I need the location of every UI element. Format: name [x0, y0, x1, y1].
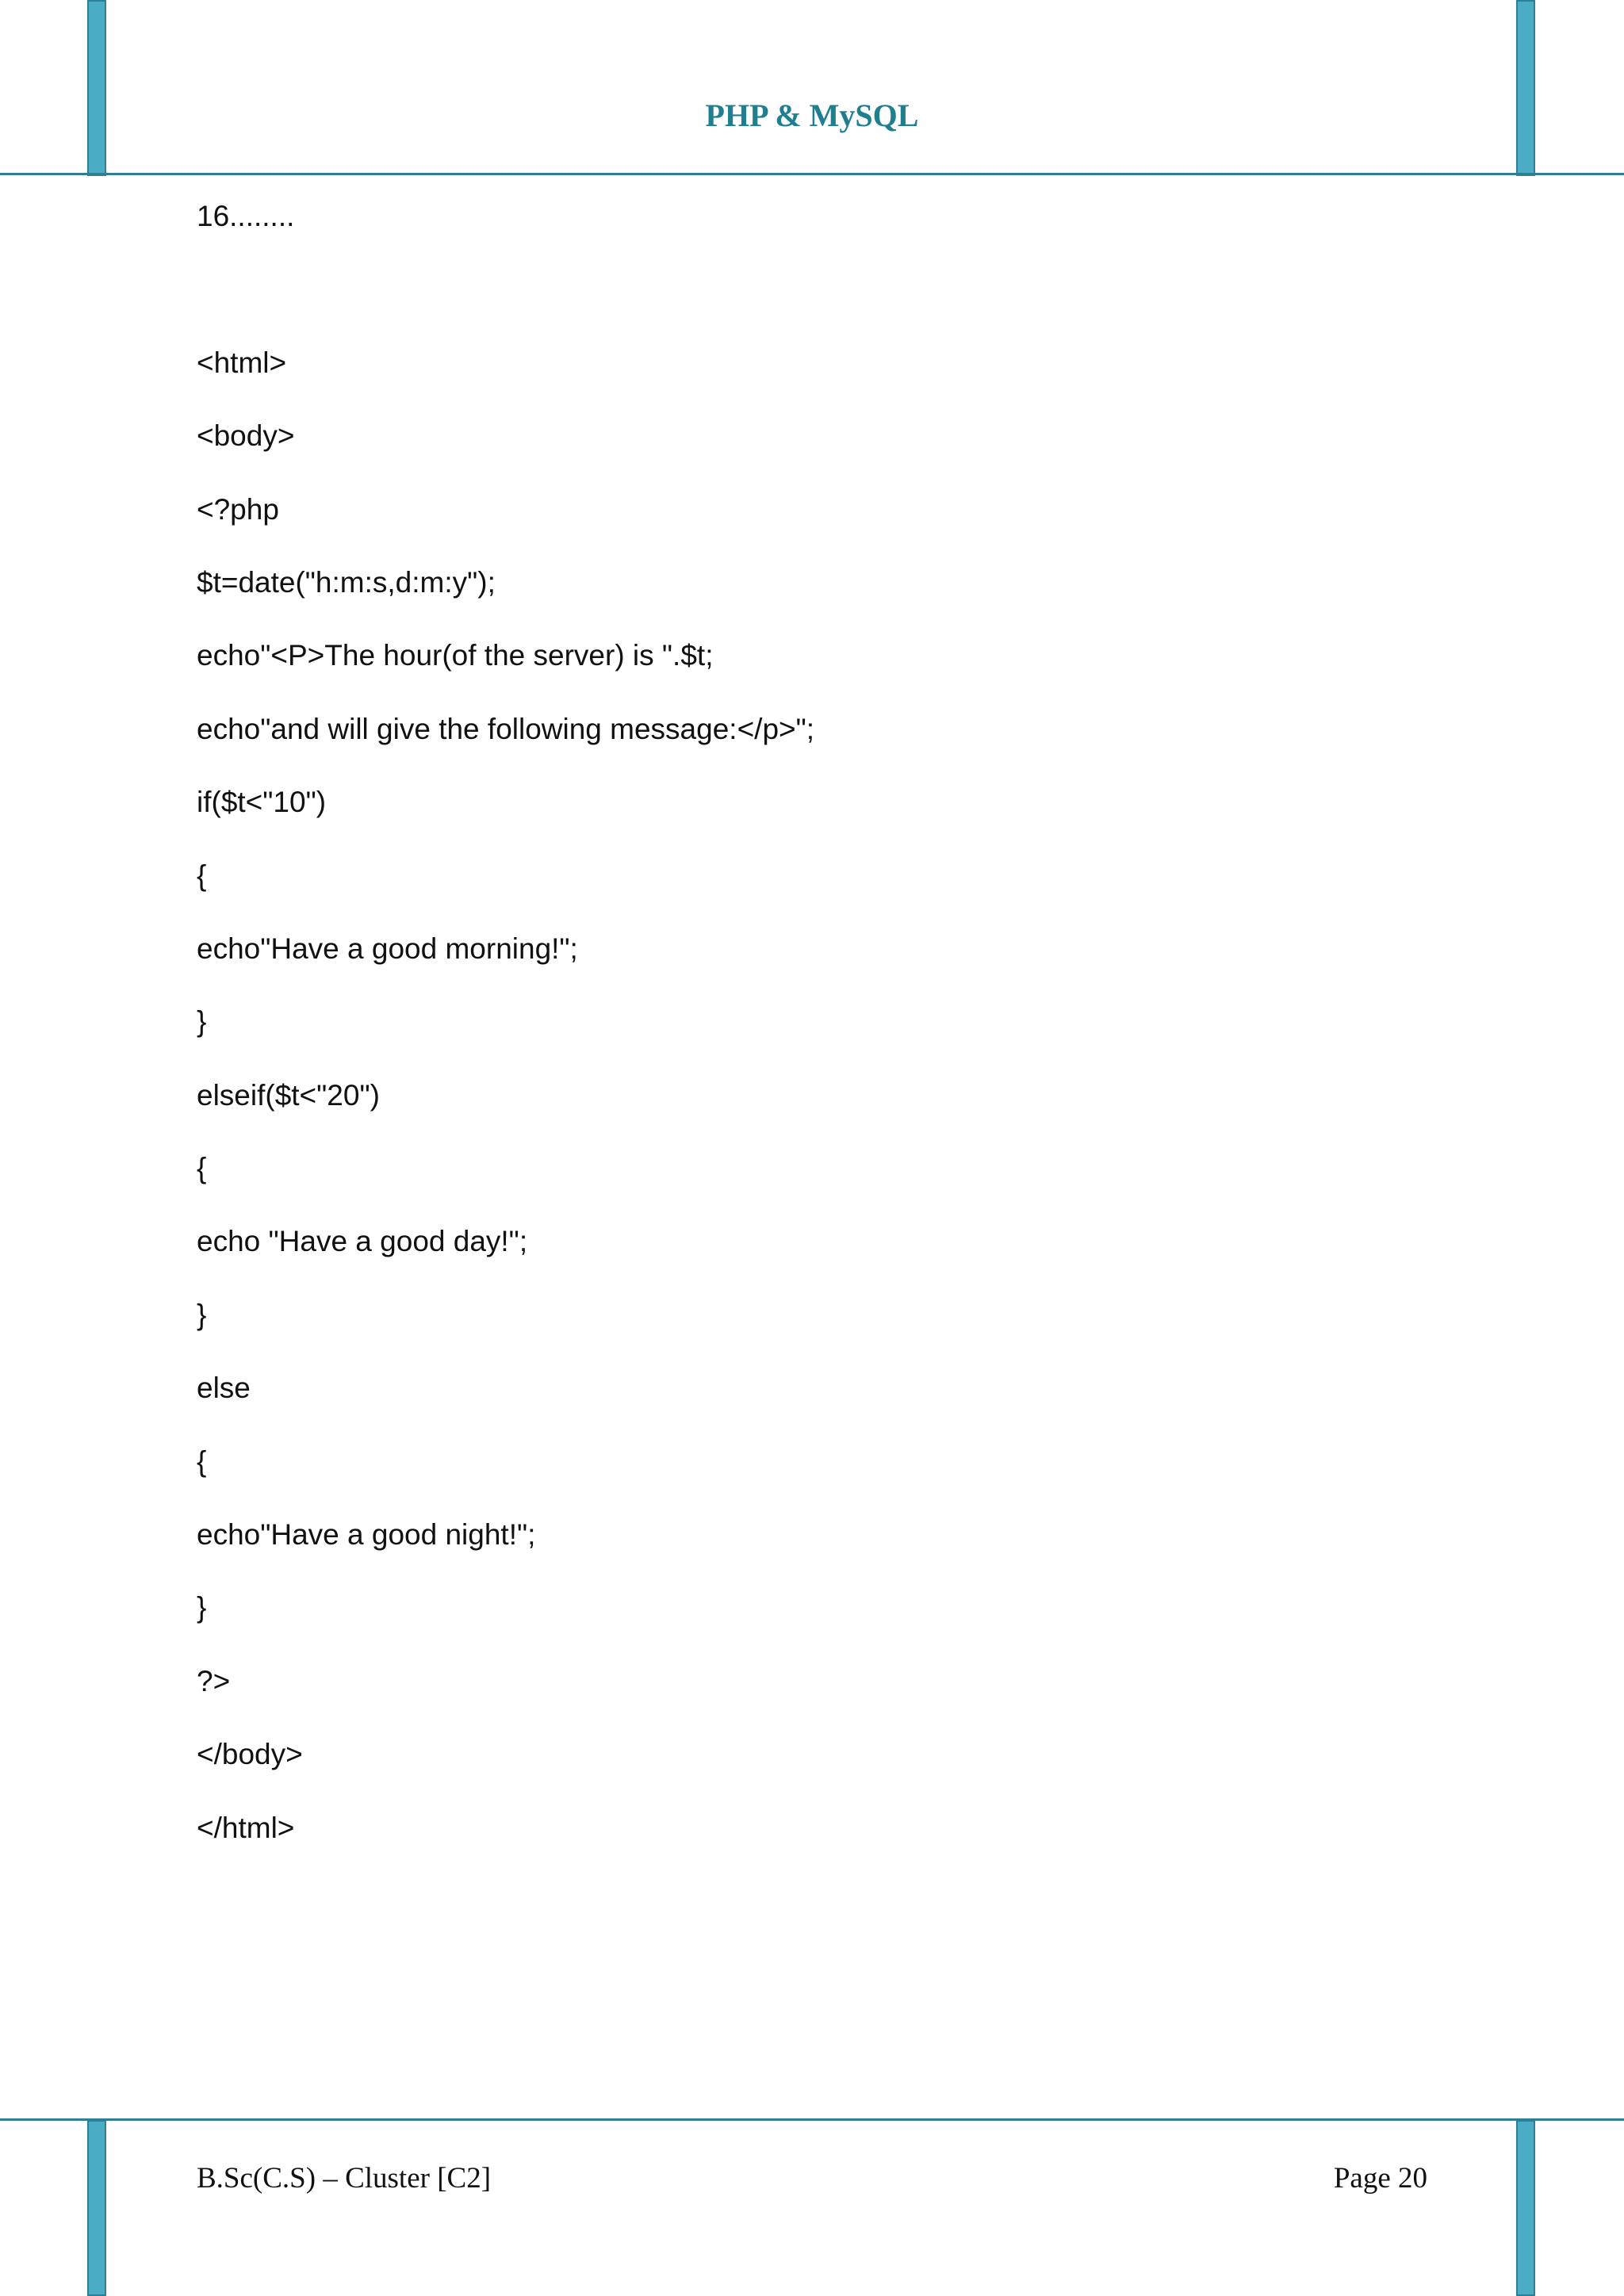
- blank-line: [197, 271, 1465, 344]
- top-left-decor-bar: [87, 0, 106, 176]
- page-content: [197, 198, 1465, 1883]
- code-line: <body>: [197, 419, 295, 453]
- code-line: echo"<P>The hour(of the server) is ".$t;: [197, 639, 714, 672]
- bottom-right-decor-bar: [1516, 2120, 1535, 2296]
- footer-rule: [0, 2118, 1624, 2121]
- footer-page-number: Page 20: [1333, 2162, 1427, 2195]
- code-line: {: [197, 859, 207, 892]
- code-line: }: [197, 1591, 207, 1624]
- code-line: }: [197, 1298, 207, 1331]
- section-number: 16........: [197, 200, 295, 232]
- code-line: echo"and will give the following message:</p>";: [197, 712, 815, 745]
- top-right-decor-bar: [1516, 0, 1535, 176]
- code-line: <html>: [197, 346, 287, 379]
- code-line: ?>: [197, 1664, 231, 1697]
- code-line: </html>: [197, 1811, 295, 1844]
- code-line: }: [197, 1005, 207, 1039]
- bottom-left-decor-bar: [87, 2120, 106, 2296]
- code-line: if($t<"10"): [197, 786, 327, 819]
- code-line: {: [197, 1445, 207, 1478]
- code-line: $t=date("h:m:s,d:m:y");: [197, 565, 496, 599]
- code-line: <?php: [197, 492, 279, 526]
- code-line: echo"Have a good morning!";: [197, 932, 578, 965]
- code-line: echo"Have a good night!";: [197, 1518, 536, 1552]
- code-line: elseif($t<"20"): [197, 1078, 380, 1112]
- page-header-title: PHP & MySQL: [705, 98, 919, 133]
- footer-course-label: B.Sc(C.S) – Cluster [C2]: [197, 2162, 492, 2195]
- code-line: </body>: [197, 1738, 303, 1771]
- code-line: echo "Have a good day!";: [197, 1225, 528, 1258]
- code-line: else: [197, 1372, 251, 1405]
- header-rule: [0, 173, 1624, 175]
- code-line: {: [197, 1152, 207, 1185]
